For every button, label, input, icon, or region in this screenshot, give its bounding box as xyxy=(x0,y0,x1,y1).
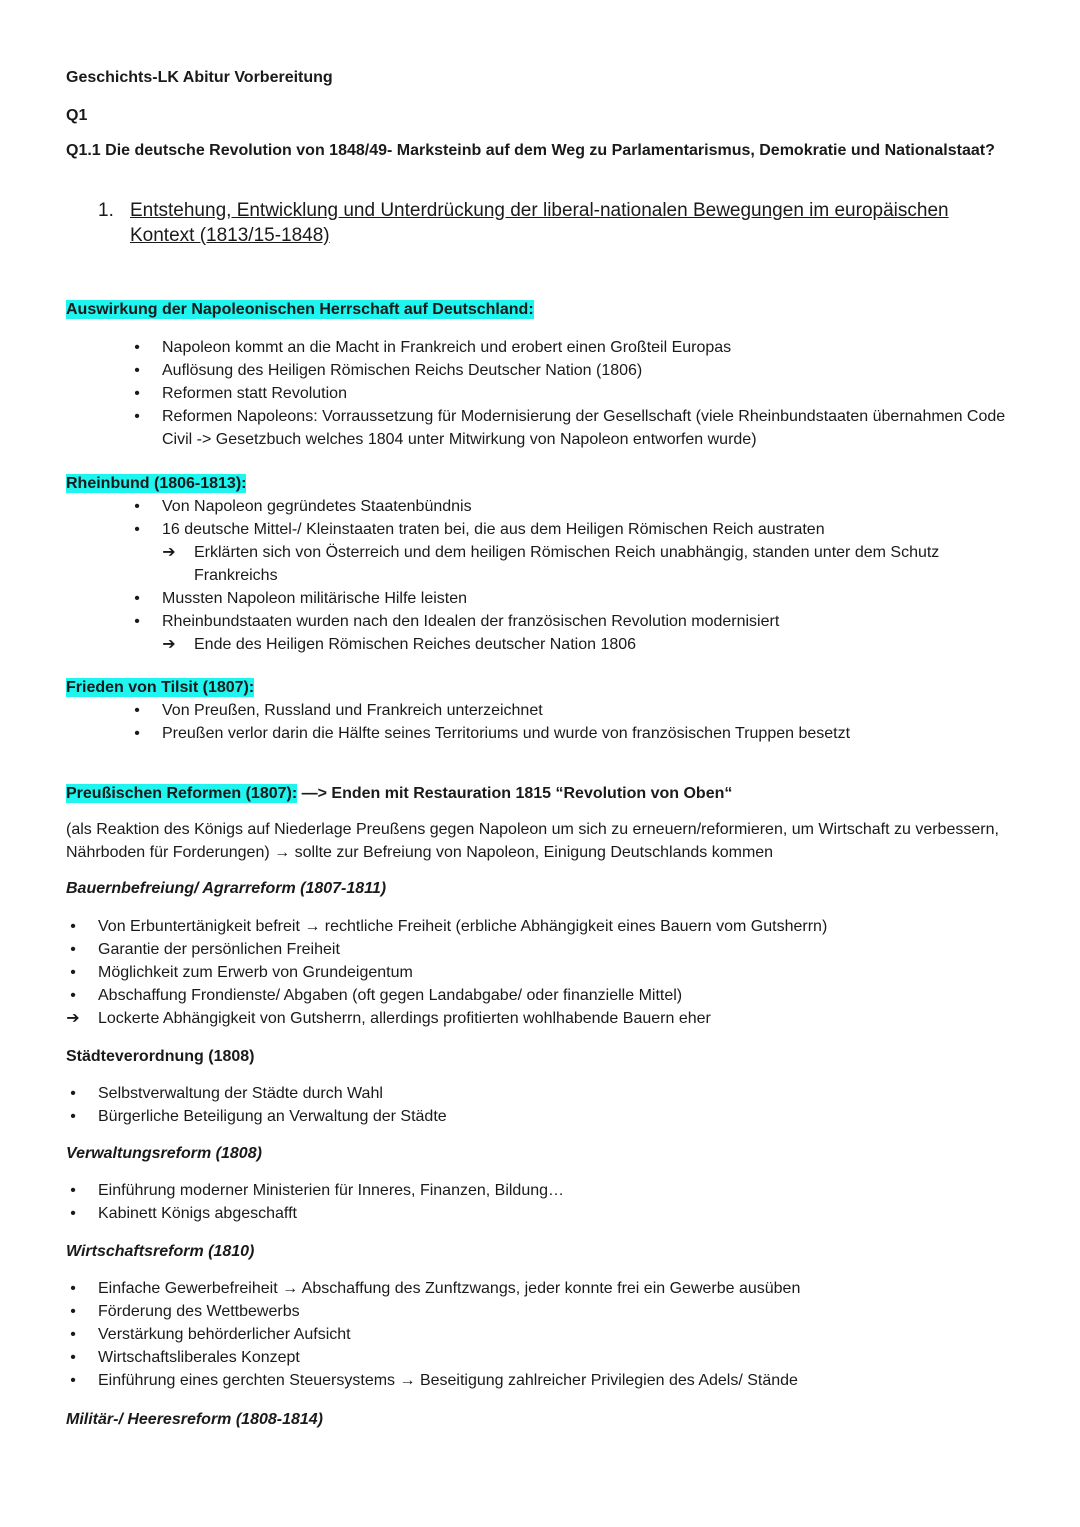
numbered-heading-text: Entstehung, Entwicklung und Unterdrückung der liberal-nationalen Bewegungen im europäischen Kontext (1813/15-1848) xyxy=(130,200,949,246)
list-item-arrow: ➔ Lockerte Abhängigkeit von Gutsherrn, allerdings profitierten wohlhabende Bauern eher xyxy=(66,1010,711,1027)
list-item: • Reformen Napoleons: Vorraussetzung für Modernisierung der Gesellschaft (viele Rheinbundstaaten übernahmen Code Civil -> Gesetzbuch welches 1804 unter Mitwirkung von Napoleon entworfen wurde) xyxy=(134,408,1006,448)
list-item-arrow: ➔ Ende des Heiligen Römischen Reiches deutscher Nation 1806 xyxy=(162,636,637,653)
heading-napoleon: Auswirkung der Napoleonischen Herrschaft auf Deutschland: xyxy=(66,301,534,318)
list-item: • Wirtschaftsliberales Konzept xyxy=(70,1349,300,1366)
heading-preussen: Preußischen Reformen (1807): —> Enden mit Restauration 1815 “Revolution von Oben“ xyxy=(66,785,733,802)
heading-militaerreform: Militär-/ Heeresreform (1808-1814) xyxy=(66,1411,324,1428)
tilsit-list xyxy=(130,699,1010,745)
preussen-paragraph: (als Reaktion des Königs auf Niederlage Preußens gegen Napoleon um sich zu erneuern/reformieren, um Wirtschaft zu verbessern, Nährboden für Forderungen) → sollte zur Befreiung von Napoleon, Einigung Deutschlands kommen xyxy=(66,821,999,861)
staedte-list xyxy=(66,1082,1016,1128)
list-item: • Von Erbuntertänigkeit befreit → rechtliche Freiheit (erbliche Abhängigkeit eines Bauern vom Gutsherrn) xyxy=(70,918,828,935)
rheinbund-list xyxy=(130,495,1020,656)
list-item: • Reformen statt Revolution xyxy=(134,385,347,402)
list-item: • Mussten Napoleon militärische Hilfe leisten xyxy=(134,590,468,607)
list-item: • Garantie der persönlichen Freiheit xyxy=(70,941,340,958)
heading-staedteverordnung: Städteverordnung (1808) xyxy=(66,1048,255,1065)
list-item: • Auflösung des Heiligen Römischen Reichs Deutscher Nation (1806) xyxy=(134,362,643,379)
list-item: • Von Napoleon gegründetes Staatenbündnis xyxy=(134,498,472,515)
list-item: • Selbstverwaltung der Städte durch Wahl xyxy=(70,1085,383,1102)
list-item: • Abschaffung Frondienste/ Abgaben (oft gegen Landabgabe/ oder finanzielle Mittel) xyxy=(70,987,683,1004)
list-item: • Förderung des Wettbewerbs xyxy=(70,1303,300,1320)
heading-rheinbund: Rheinbund (1806-1813): xyxy=(66,475,247,492)
list-item: • Von Preußen, Russland und Frankreich unterzeichnet xyxy=(134,702,543,719)
list-item: • Einführung moderner Ministerien für Inneres, Finanzen, Bildung… xyxy=(70,1182,565,1199)
bauern-list xyxy=(66,915,1016,1030)
list-item: • Verstärkung behörderlicher Aufsicht xyxy=(70,1326,351,1343)
list-item: • Kabinett Königs abgeschafft xyxy=(70,1205,297,1222)
list-item: • Möglichkeit zum Erwerb von Grundeigentum xyxy=(70,964,413,981)
napoleon-list xyxy=(130,336,1010,451)
heading-bauernbefreiung: Bauernbefreiung/ Agrarreform (1807-1811) xyxy=(66,880,387,897)
list-item: • Einführung eines gerchten Steuersystems → Beseitigung zahlreicher Privilegien des Adels/ Stände xyxy=(70,1372,798,1389)
list-item: • Napoleon kommt an die Macht in Frankreich und erobert einen Großteil Europas xyxy=(134,339,732,356)
list-item: • Preußen verlor darin die Hälfte seines Territoriums und wurde von französischen Truppen besetzt xyxy=(134,725,851,742)
heading-verwaltungsreform: Verwaltungsreform (1808) xyxy=(66,1145,262,1162)
heading-wirtschaftsreform: Wirtschaftsreform (1810) xyxy=(66,1243,255,1260)
topic-heading-q11: Q1.1 Die deutsche Revolution von 1848/49- Marksteinb auf dem Weg zu Parlamentarismus, Demokratie und Nationalstaat? xyxy=(66,142,995,159)
list-item: • Rheinbundstaaten wurden nach den Idealen der französischen Revolution modernisiert xyxy=(134,613,780,630)
section-q1: Q1 xyxy=(66,107,88,124)
verwaltung-list xyxy=(66,1179,1016,1225)
numbered-heading xyxy=(98,198,978,248)
wirtschaft-list xyxy=(66,1277,1016,1392)
list-item-arrow: ➔ Erklärten sich von Österreich und dem heiligen Römischen Reich unabhängig, standen unter dem Schutz Frankreichs xyxy=(162,544,940,584)
list-number: 1. xyxy=(98,200,114,221)
list-item: • Einfache Gewerbefreiheit → Abschaffung des Zunftzwangs, jeder konnte frei ein Gewerbe ausüben xyxy=(70,1280,801,1297)
list-item: • Bürgerliche Beteiligung an Verwaltung der Städte xyxy=(70,1108,447,1125)
list-item: • 16 deutsche Mittel-/ Kleinstaaten traten bei, die aus dem Heiligen Römischen Reich austraten xyxy=(134,521,825,538)
heading-tilsit: Frieden von Tilsit (1807): xyxy=(66,679,255,696)
doc-title: Geschichts-LK Abitur Vorbereitung xyxy=(66,69,333,86)
